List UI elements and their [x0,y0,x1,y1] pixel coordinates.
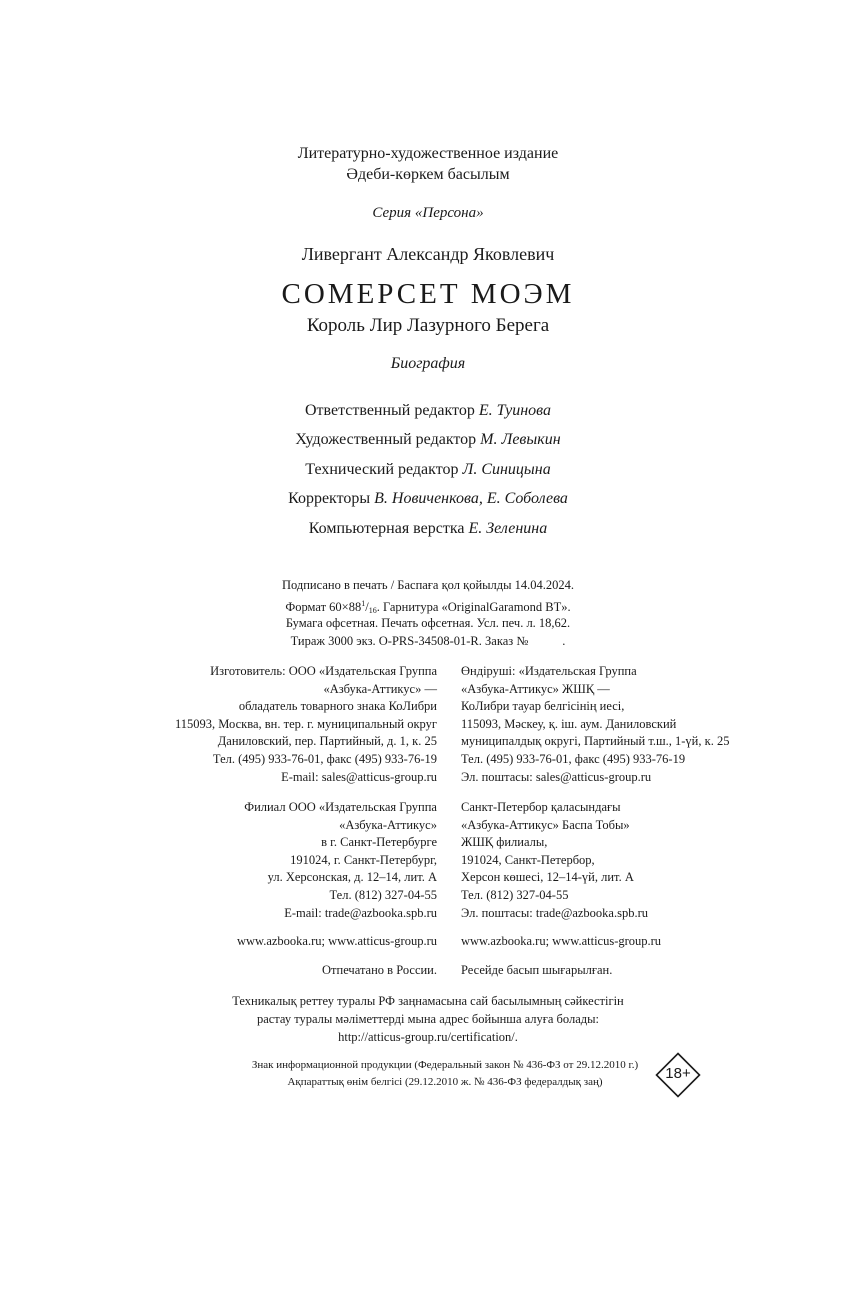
print-signed: Подписано в печать / Баспаға қол қойылды 14.04.2024. [281,578,575,592]
address-line: ЖШҚ филиалы, [461,835,548,850]
staff-role: Ответственный редактор [304,402,475,419]
email-line: E-mail: trade@azbooka.spb.ru [284,905,437,920]
email-line: Эл. поштасы: trade@azbooka.spb.ru [461,905,649,920]
address-line: КоЛибри тауар белгісінің иесі, [461,699,625,714]
address-line: Филиал ООО «Издательская Группа [244,800,437,814]
certification-line: Техникалық реттеу туралы РФ заңнамасына сай басылымның сәйкестігін [232,994,624,1008]
address-line: Тел. (812) 327-04-55 [329,887,437,902]
address-line: Өндіруші: «Издательская Группа [461,664,637,678]
address-line: 191024, Санкт-Петербор, [461,852,595,867]
info-sign-kz: Ақпараттық өнім белгісі (29.12.2010 ж. № 436-ФЗ федералдық заң) [287,1076,603,1088]
address-line: ул. Херсонская, д. 12–14, лит. А [267,870,437,885]
printed-in-ru: Отпечатано в России. [322,963,437,977]
print-run-text: Тираж 3000 экз. O-PRS-34508-01-R. Заказ № [290,634,529,648]
format-denominator: 16 [368,606,377,615]
certification-line: растау туралы мәліметтерді мына адрес бойынша алуға болады: [256,1012,600,1026]
format-numerator: 1 [361,599,366,608]
manufacturer-kz [461,663,781,786]
address-line: Санкт-Петербор қаласындағы [461,800,621,814]
address-line: Тел. (495) 933-76-01, факс (495) 933-76-19 [212,751,437,766]
address-line: в г. Санкт-Петербурге [321,835,437,850]
staff-line [0,490,856,508]
print-paper: Бумага офсетная. Печать офсетная. Усл. печ. л. 18,62. [285,616,571,630]
websites-ru: www.azbooka.ru; www.atticus-group.ru [236,934,437,948]
staff-person: Е. Туинова [478,402,552,419]
book-genre: Биография [390,355,466,372]
address-line: 191024, г. Санкт-Петербург, [290,852,437,867]
address-line: «Азбука-Аттикус» Баспа Тобы» [461,817,630,832]
staff-line [0,431,856,449]
printed-in-kz: Ресейде басып шығарылған. [461,963,613,977]
staff-role: Компьютерная верстка [308,520,465,537]
address-line: Херсон көшесі, 12–14-үй, лит. А [461,870,634,885]
branch-ru [100,799,437,922]
edition-type-ru: Литературно-художественное издание [297,145,559,162]
staff-person: В. Новиченкова, Е. Соболева [374,490,568,507]
info-sign-ru: Знак информационной продукции (Федеральный закон № 436-ФЗ от 29.12.2010 г.) [251,1059,639,1071]
address-line: Тел. (495) 933-76-01, факс (495) 933-76-19 [461,751,686,766]
address-line: 115093, Москва, вн. тер. г. муниципальный округ [174,716,437,731]
staff-person: Е. Зеленина [468,520,548,537]
websites-kz: www.azbooka.ru; www.atticus-group.ru [461,934,662,948]
staff-role: Корректоры [288,490,371,507]
staff-line [0,402,856,420]
address-line: Даниловский, пер. Партийный, д. 1, к. 25 [217,734,437,749]
certification-url: http://atticus-group.ru/certification/. [338,1030,518,1044]
staff-role: Технический редактор [305,461,459,478]
address-line: «Азбука-Аттикус» [339,817,437,832]
edition-type-kz: Әдеби-көркем басылым [346,166,510,183]
staff-person: Л. Синицына [462,461,551,478]
address-line: 115093, Мәскеу, қ. іш. аум. Даниловский [461,716,677,731]
format-slash: / [365,600,369,614]
email-line: E-mail: sales@atticus-group.ru [281,769,437,784]
manufacturer-ru [100,663,437,786]
format-suffix: . Гарнитура «OriginalGaramond BT». [376,600,571,614]
address-line: «Азбука-Аттикус» — [323,681,437,696]
address-line: «Азбука-Аттикус» ЖШҚ — [461,681,610,696]
address-line: муниципалдық округі, Партийный т.ш., 1-үй, к. 25 [461,734,730,749]
staff-person: М. Левыкин [480,431,561,448]
age-rating-text: 18+ [665,1065,691,1082]
email-line: Эл. поштасы: sales@atticus-group.ru [461,769,652,784]
address-line: обладатель товарного знака КоЛибри [238,699,437,714]
staff-line [0,520,856,538]
age-rating-badge [655,1052,701,1098]
address-line: Изготовитель: ООО «Издательская Группа [210,664,437,678]
staff-role: Художественный редактор [295,431,477,448]
format-prefix: Формат 60×88 [285,600,362,614]
print-run: Тираж 3000 экз. O-PRS-34508-01-R. Заказ № . [290,634,566,648]
book-subtitle: Король Лир Лазурного Берега [306,315,550,336]
address-line: Тел. (812) 327-04-55 [461,887,569,902]
staff-line [0,461,856,479]
book-title: СОМЕРСЕТ МОЭМ [281,278,575,310]
series-name: Серия «Персона» [372,205,484,221]
author-name: Ливергант Александр Яковлевич [301,244,555,264]
branch-kz [461,799,781,922]
